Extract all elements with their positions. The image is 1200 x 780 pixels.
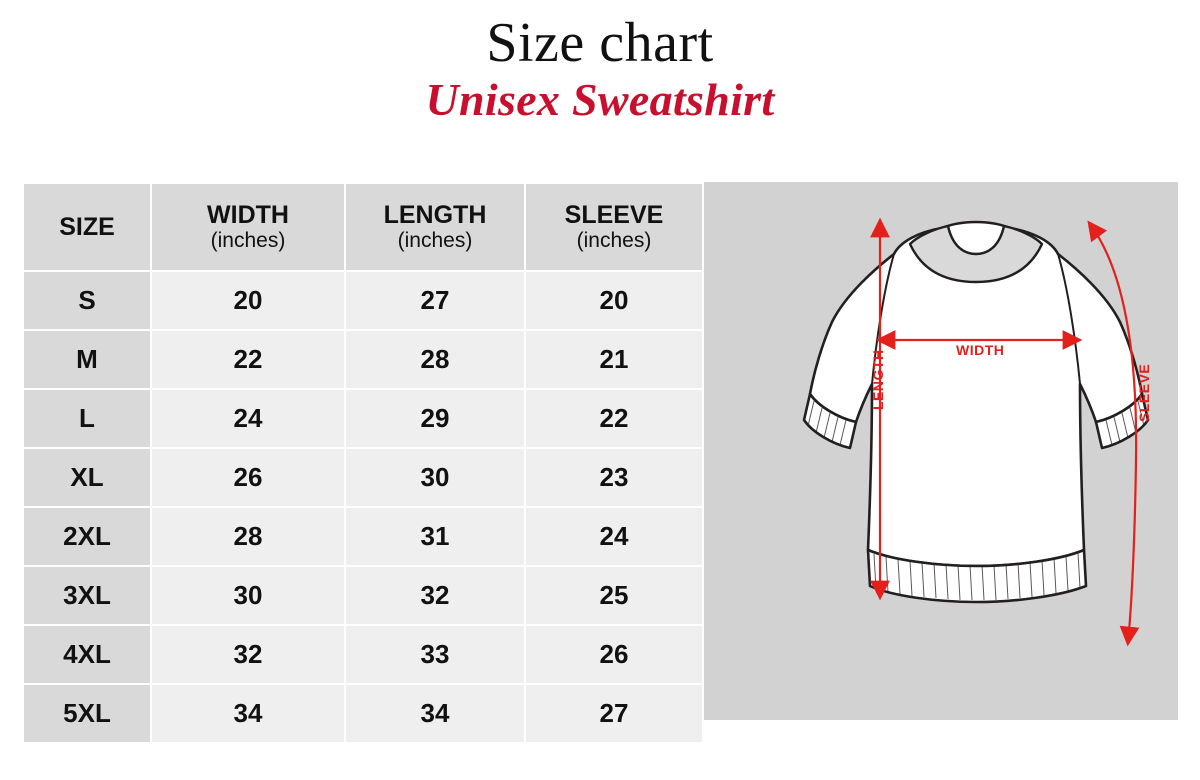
- column-header-width-label: WIDTH: [207, 201, 289, 230]
- cell-length: 29: [345, 389, 525, 448]
- cell-sleeve: 23: [525, 448, 703, 507]
- cell-size: 2XL: [23, 507, 151, 566]
- cell-sleeve: 21: [525, 330, 703, 389]
- column-header-width: [151, 183, 345, 271]
- title-block: [0, 0, 1200, 125]
- cell-size: 3XL: [23, 566, 151, 625]
- page-subtitle: Unisex Sweatshirt: [425, 73, 775, 125]
- column-header-sleeve-unit: (inches): [576, 228, 652, 252]
- cell-width: 26: [151, 448, 345, 507]
- table-row: [23, 507, 703, 566]
- cell-sleeve: 22: [525, 389, 703, 448]
- page-title: Size chart: [486, 12, 714, 74]
- chart-area: [22, 182, 1178, 728]
- sweatshirt-shape: [804, 222, 1148, 602]
- table-row: [23, 566, 703, 625]
- cell-length: 32: [345, 566, 525, 625]
- table-row: [23, 448, 703, 507]
- cell-length: 27: [345, 271, 525, 330]
- cell-length: 31: [345, 507, 525, 566]
- table-header-row: [23, 183, 703, 271]
- cell-width: 30: [151, 566, 345, 625]
- table-row: [23, 389, 703, 448]
- cell-size: 5XL: [23, 684, 151, 743]
- sleeve-label: SLEEVE: [1136, 363, 1152, 422]
- column-header-sleeve-label: SLEEVE: [564, 201, 664, 230]
- width-label: WIDTH: [956, 342, 1005, 358]
- cell-sleeve: 24: [525, 507, 703, 566]
- table-row: [23, 330, 703, 389]
- cell-width: 20: [151, 271, 345, 330]
- table-body: [23, 271, 703, 743]
- length-label: LENGTH: [870, 349, 886, 410]
- cell-sleeve: 20: [525, 271, 703, 330]
- cell-size: XL: [23, 448, 151, 507]
- cell-length: 28: [345, 330, 525, 389]
- garment-illustration-panel: [704, 182, 1178, 720]
- cell-width: 22: [151, 330, 345, 389]
- table-row: [23, 625, 703, 684]
- cell-width: 34: [151, 684, 345, 743]
- table-row: [23, 684, 703, 743]
- cell-sleeve: 26: [525, 625, 703, 684]
- cell-width: 24: [151, 389, 345, 448]
- cell-length: 34: [345, 684, 525, 743]
- column-header-size-label: SIZE: [59, 212, 115, 241]
- cell-size: L: [23, 389, 151, 448]
- column-header-length-label: LENGTH: [383, 201, 487, 230]
- cell-size: M: [23, 330, 151, 389]
- cell-size: S: [23, 271, 151, 330]
- table-row: [23, 271, 703, 330]
- column-header-length: [345, 183, 525, 271]
- cell-sleeve: 27: [525, 684, 703, 743]
- cell-sleeve: 25: [525, 566, 703, 625]
- column-header-sleeve: [525, 183, 703, 271]
- cell-length: 33: [345, 625, 525, 684]
- sweatshirt-diagram: [704, 182, 1188, 720]
- cell-length: 30: [345, 448, 525, 507]
- column-header-size: [23, 183, 151, 271]
- column-header-length-unit: (inches): [397, 228, 473, 252]
- cell-width: 32: [151, 625, 345, 684]
- column-header-width-unit: (inches): [210, 228, 286, 252]
- table-header: [23, 183, 703, 271]
- cell-size: 4XL: [23, 625, 151, 684]
- cell-width: 28: [151, 507, 345, 566]
- size-chart-table: [22, 182, 704, 744]
